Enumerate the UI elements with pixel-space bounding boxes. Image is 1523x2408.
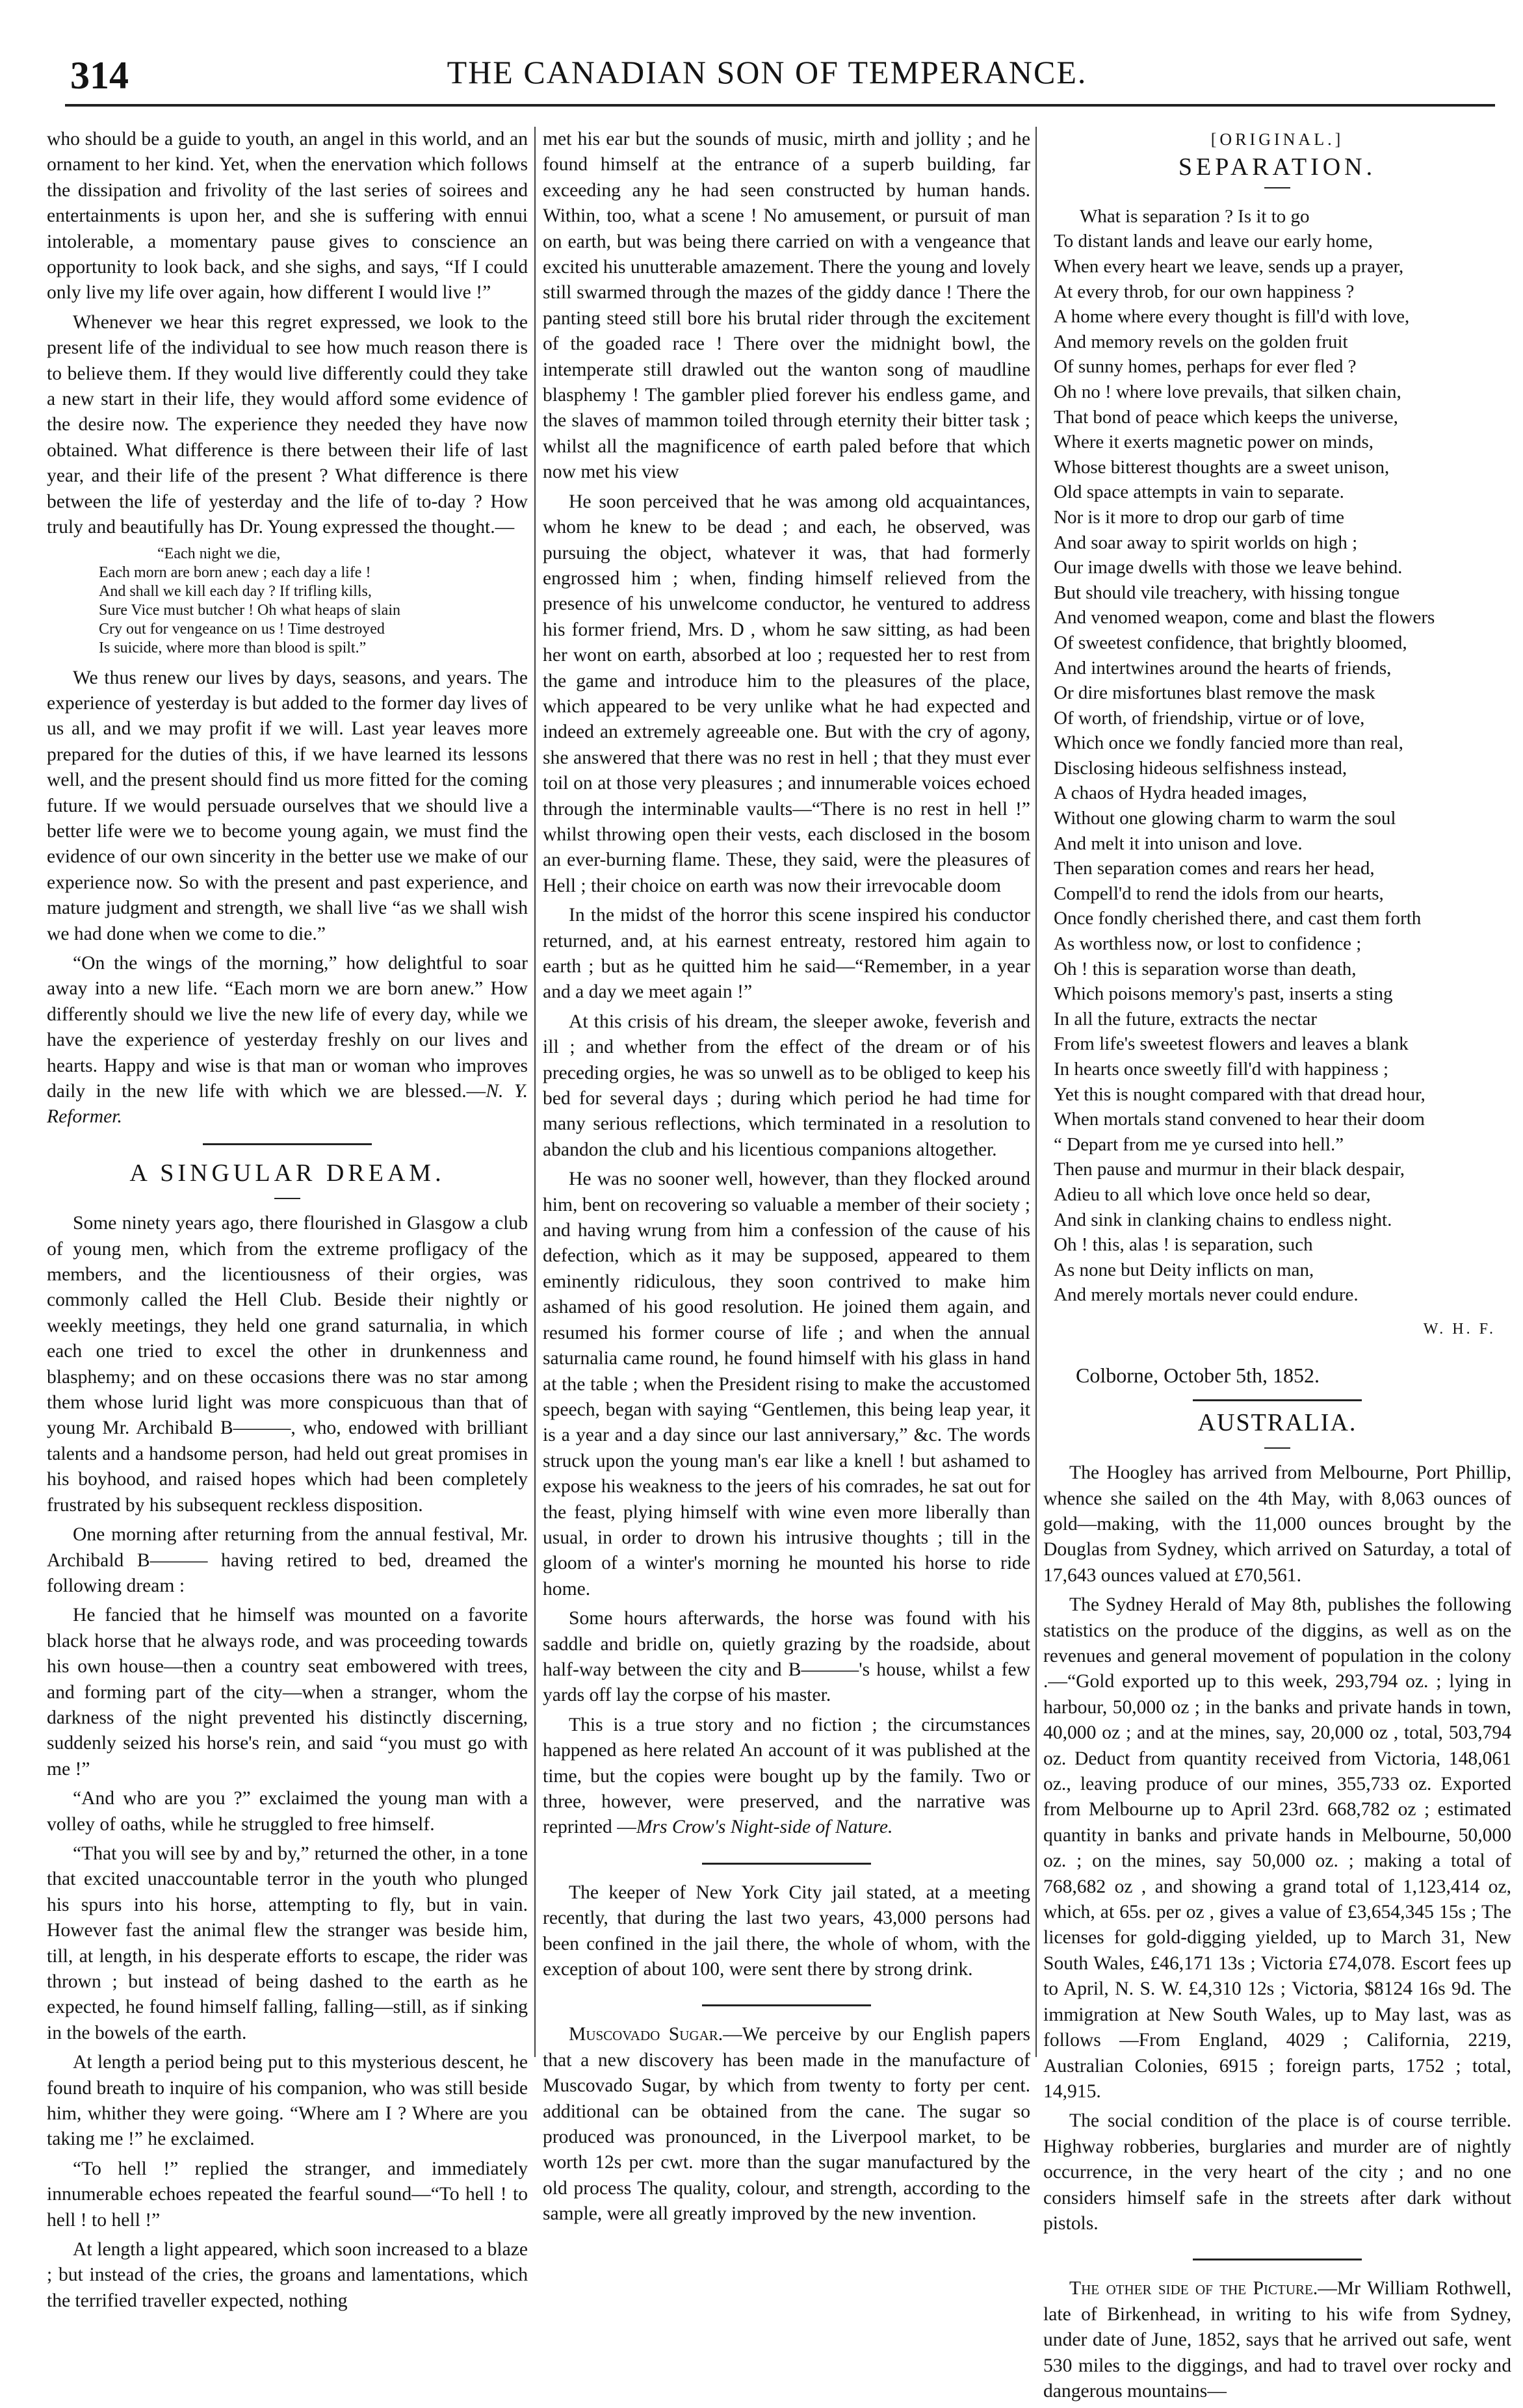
running-title: THE CANADIAN SON OF TEMPERANCE. (447, 54, 1087, 90)
poem-line: Once fondly cherished there, and cast them forth (1054, 908, 1422, 929)
section-rule (702, 2004, 871, 2006)
section-rule (203, 1143, 372, 1145)
section-rule (1193, 2259, 1362, 2260)
article-paragraph: At this crisis of his dream, the sleeper awoke, feverish and ill ; and whether from the effect of the dream or of his preceding orgies, he was so unwell as to be obliged to keep his bed for several days ; during which period he had time for many serious reflections, which terminated in a resolution to abandon the club and his licentious companions altogether. (543, 1011, 1030, 1160)
poem-line: In all the future, extracts the nectar (1054, 1008, 1317, 1029)
article-heading: A SINGULAR DREAM. (129, 1159, 445, 1187)
poem-line: Of worth, of friendship, virtue or of love, (1054, 707, 1365, 729)
poem-line: As worthless now, or lost to confidence ; (1054, 933, 1362, 955)
article-paragraph: Some ninety years ago, there flourished in Glasgow a club of young men, which from the extreme profligacy of the members, and the licentiousness of their orgies, was commonly called the Hell Club. Beside their nightly or weekly meetings, they held one grand saturnalia, in which each one tried to excel the other in drunkenness and blasphemy; and on these occasions there was no star among them whose lurid light was more conspicuous than that of young Mr. Archibald B———, who, endowed with brilliant talents and a handsome person, had held out great promises in his boyhood, and raised hopes which had been completely frustrated by his subsequent reckless disposition. (47, 1213, 528, 1516)
heading-rule (274, 1198, 300, 1199)
poem-line: Yet this is nought compared with that dread hour, (1054, 1083, 1425, 1105)
header-rule (65, 104, 1495, 109)
heading-rule (1264, 187, 1290, 188)
poem-line: Where it exerts magnetic power on minds, (1054, 432, 1374, 453)
quoted-verse (99, 545, 528, 658)
poem (1054, 204, 1511, 1308)
poem-line: When every heart we leave, sends up a prayer, (1054, 256, 1404, 277)
poem-line: Which once we fondly fancied more than real, (1054, 732, 1403, 754)
column-1 (47, 127, 528, 2318)
poem-line: And venomed weapon, come and blast the flowers (1054, 607, 1435, 628)
article-paragraph: At length a period being put to this mysterious descent, he found breath to inquire of his companion, who was still beside him, whither they were going. “Where am I ? Where are you taking me !” he exclaimed. (47, 2052, 528, 2150)
poem-line: Our image dwells with those we leave behind. (1054, 557, 1403, 578)
poem-line: Disclosing hideous selfishness instead, (1054, 757, 1347, 779)
poem-line: Old space attempts in vain to separate. (1054, 482, 1344, 503)
verse-line: Cry out for vengeance on us ! Time destroyed (99, 620, 385, 638)
poem-line: Oh ! this is separation worse than death, (1054, 958, 1357, 979)
verse-line: Is suicide, where more than blood is spilt.” (99, 639, 367, 656)
poem-line: Then separation comes and rears her head, (1054, 858, 1375, 879)
poem-line: At every throb, for our own happiness ? (1054, 281, 1355, 302)
article-paragraph: The Sydney Herald of May 8th, publishes the following statistics on the produce of the diggins, as well as on the revenues and general movement of population in the colony .—“Gold exported up to this week, 293,794 oz. ; lying in harbour, 50,000 oz ; in the banks and private hands in town, 40,000 oz ; and at the mines, say, 20,000 oz , total, 503,794 oz. Deduct from quantity received from Victoria, 148,061 oz., leaving produce of our mines, 355,733 oz. Exported from Melbourne up to April 23rd. 668,782 oz ; estimated quantity in banks and private hands in Melbourne, 50,000 oz. ; on the mines, say 50,000 oz. ; making a total of 768,682 oz , and showing a grand total of 1,123,414 oz, which, at 65s. per oz , gives a value of £3,654,345 15s ; The licenses for gold-digging yielded, up to March 31, New South Wales, £46,171 13s ; Victoria £74,078. Escort fees up to April, N. S. W. £4,310 12s ; Victoria, $8124 16s 9d. The immigration at New South Wales, up to May last, was as follows —From England, 4029 ; California, 2219, Australian Colonies, 6915 ; foreign parts, 1752 ; total, 14,915. (1043, 1594, 1511, 2102)
article-paragraph: The social condition of the place is of course terrible. Highway robberies, burglaries and murder are of nightly occurrence, in the very heart of the city ; and no one considers himself safe in the streets after dark without pistols. (1043, 2110, 1511, 2234)
column-2 (543, 127, 1030, 2231)
column-divider (534, 127, 536, 2057)
poem-line: A home where every thought is fill'd with love, (1054, 306, 1410, 328)
poem-line: Whose bitterest thoughts are a sweet unison, (1054, 456, 1390, 478)
poem-line: And sink in clanking chains to endless night. (1054, 1209, 1392, 1230)
page-number: 314 (70, 54, 129, 97)
poem-attribution: W. H. F. (1423, 1320, 1496, 1338)
poem-line: A chaos of Hydra headed images, (1054, 783, 1307, 804)
article-paragraph: The Hoogley has arrived from Melbourne, Port Phillip, whence she sailed on the 4th May, with 8,063 ounces of gold—making, with the 11,000 ounces brought by the Douglas from Sydney, which arrived on Saturday, a total of 17,643 ounces valued at £70,561. (1043, 1462, 1511, 1586)
heading-rule (1264, 1447, 1290, 1449)
verse-line: “Each night we die, (157, 545, 281, 562)
poem-line: What is separation ? Is it to go (1080, 205, 1310, 227)
dateline: Colborne, October 5th, 1852. (1076, 1364, 1320, 1388)
article-paragraph (543, 1713, 1030, 1841)
original-label: [ORIGINAL.] (1210, 130, 1344, 149)
verse-line: Sure Vice must butcher ! Oh what heaps of slain (99, 601, 401, 619)
verse-line: Each morn are born anew ; each day a life ! (99, 563, 371, 581)
poem-line: Nor is it more to drop our garb of time (1054, 506, 1344, 528)
poem-line: Then pause and murmur in their black despair, (1054, 1159, 1405, 1180)
article-paragraph: He soon perceived that he was among old acquaintances, whom he knew to be dead ; and each, he observed, was pursuing the object, whatever it was, that had formerly engrossed him ; when, finding himself relieved from the presence of his unwelcome conductor, he ventured to address his former friend, Mrs. D , whom he saw sitting, as had been her wont on earth, absorbed at loo ; requested her to rest from the game and introduce him to the pleasures of the place, which appeared to be very unlike what he had expected and indeed an extremely agreeable one. But with the cry of agony, she answered that there was no rest in hell ; that they must ever toil on at those very pleasures ; and innumerable voices echoed through the interminable vaults—“There is no rest in hell !” whilst throwing open their vests, each disclosed in the bosom an ever-burning flame. These, they said, were the pleasures of Hell ; their choice on earth was now their irrevocable doom (543, 491, 1030, 896)
article-paragraph: Whenever we hear this regret expressed, we look to the present life of the individual to see how much reason there is to believe them. If they would live differently could they take a new start in their life, they would afford some evidence of the desire now. The experience they needed they have now obtained. What difference is there between their life of last year, and their life of the present ? What difference is there between the life of yesterday and the life of to-day ? How truly and beautifully has Dr. Young expressed the thought.— (47, 311, 528, 538)
poem-line: As none but Deity inflicts on man, (1054, 1259, 1314, 1280)
poem-line: From life's sweetest flowers and leaves a blank (1054, 1033, 1409, 1055)
source-credit: Mrs Crow's Night-side of Nature. (636, 1817, 893, 1838)
paragraph-text: “On the wings of the morning,” how delightful to soar away into a new life. “Each morn we are born anew.” How differently should we live the new life of every day, while we have the experience of yesterday freshly on our lives and hearts. Happy and wise is that man or woman who improves daily in the new life with which we are blessed.— (47, 952, 528, 1102)
article-paragraph: “To hell !” replied the stranger, and immediately innumerable echoes repeated the fearful sound—“To hell ! to hell ! to hell !” (47, 2158, 528, 2231)
article-paragraph: “And who are you ?” exclaimed the young man with a volley of oaths, while he struggled to free himself. (47, 1788, 528, 1835)
poem-line: Adieu to all which love once held so dear, (1054, 1184, 1371, 1205)
article-paragraph: We thus renew our lives by days, seasons, and years. The experience of yesterday is but added to the former day lives of us all, and we may profit if we will. Last year leaves more prepared for the duties of this, if we have learned its lessons well, and the present should find us more fitted for the coming future. If we would persuade ourselves that we should live a better life were we to become young again, we must find the evidence of our own sincerity in the better use we make of our experience now. So with the present and past experience, and mature judgment and strength, we shall live “as we shall wish we had done when we come to die.” (47, 667, 528, 944)
poem-line: Compell'd to rend the idols from our hearts, (1054, 883, 1384, 904)
poem-line: Oh ! this, alas ! is separation, such (1054, 1234, 1313, 1256)
article-paragraph: He was no sooner well, however, than they flocked around him, bent on recovering so valuable a member of their society ; and having wrung from him a confession of the cause of his defection, which as it may be supposed, appeared to them eminently ridiculous, they soon contrived to make him ashamed of his good resolution. He joined them again, and resumed his former course of life ; and when the annual saturnalia came round, he found himself with his glass in hand at the table ; when the President rising to make the accustomed speech, began with saying “Gentlemen, this being leap year, it is a year and a day since our last anniversary,” &c. The words struck upon the young man's ear like a knell ! but ashamed to expose his weakness to the jeers of his comrades, he sat out for the feast, plying himself with wine even more liberally than usual, in order to drown his intrusive thoughts ; till in the gloom of a winter's morning he mounted his horse to ride home. (543, 1169, 1030, 1599)
section-rule (702, 1863, 871, 1865)
paragraph-text: —Mr William Rothwell, late of Birkenhead, in writing to his wife from Sydney, under date of June, 1852, says that he arrived out safe, went 530 miles to the diggings, and had to travel over rocky and dangerous mountains— (1043, 2278, 1511, 2402)
poem-line: Without one glowing charm to warm the soul (1054, 808, 1396, 829)
source-credit: N. Y. Reformer. (47, 1081, 528, 1128)
poem-line: And melt it into unison and love. (1054, 833, 1303, 854)
poem-line: Which poisons memory's past, inserts a sting (1054, 983, 1393, 1005)
article-paragraph: met his ear but the sounds of music, mirth and jollity ; and he found himself at the entrance of a superb building, far exceeding any he had seen constructed by human hands. Within, too, what a scene ! No amusement, or pursuit of man on earth, but was being there carried on with a vengeance that excited his unutterable amazement. There the young and lovely still swarmed through the mazes of the giddy dance ! There the panting steed still bore his brutal rider through the excitement of the goaded race ! There over the midnight bowl, the intemperate still drawled out the wanton song of maudline blasphemy ! The gambler plied forever his endless game, and the slaves of mammon toiled through eternity their bitter task ; whilst all the magnificence of earth paled before that which now met his view (543, 129, 1030, 483)
poem-line: To distant lands and leave our early home, (1054, 231, 1373, 252)
poem-line: Oh no ! where love prevails, that silken chain, (1054, 381, 1401, 402)
column-divider (1035, 127, 1037, 2057)
poem-line: And merely mortals never could endure. (1054, 1284, 1359, 1306)
article-paragraph: At length a light appeared, which soon increased to a blaze ; but instead of the cries, the groans and lamentations, which the terrified traveller expected, nothing (47, 2239, 528, 2311)
poem-line: And memory revels on the golden fruit (1054, 331, 1348, 352)
section-rule (1193, 1399, 1362, 1401)
verse-line: And shall we kill each day ? If trifling kills, (99, 582, 372, 600)
column-3 (1043, 127, 1511, 2408)
poem-line: Or dire misfortunes blast remove the mask (1054, 682, 1375, 704)
item-lead: Muscovado Sugar. (569, 2024, 723, 2045)
article-paragraph: In the midst of the horror this scene inspired his conductor returned, and, at his earnest entreaty, restored him again to earth ; but as he quitted him he said—“Remember, in a year and a day we meet again !” (543, 905, 1030, 1003)
article-paragraph (543, 2022, 1030, 2227)
article-paragraph: “That you will see by and by,” returned the other, in a tone that excited unaccountable terror in the youth who plunged his spurs into his horse, attempting to fly, but in vain. However fast the animal flew the stranger was beside him, till, at length, in his desperate efforts to escape, the rider was thrown ; but instead of being dashed to the earth as he expected, he found himself falling, falling—still, as if sinking in the bowels of the earth. (47, 1843, 528, 2043)
poem-line: That bond of peace which keeps the universe, (1054, 406, 1398, 428)
article-paragraph (47, 951, 528, 1130)
article-paragraph: Some hours afterwards, the horse was found with his saddle and bridle on, quietly grazing by the roadside, about half-way between the city and B———'s house, whilst a few yards off lay the corpse of his master. (543, 1608, 1030, 1706)
paragraph-text: This is a true story and no fiction ; the circumstances happened as here related An account of it was published at the time, but the copies were bought up by the family. Two or three, however, were preserved, and the narrative was reprinted — (543, 1714, 1030, 1838)
article-paragraph: One morning after returning from the annual festival, Mr. Archibald B——— having retired to bed, dreamed the following dream : (47, 1524, 528, 1596)
poem-line: In hearts once sweetly fill'd with happiness ; (1054, 1059, 1389, 1080)
article-paragraph: He fancied that he himself was mounted on a favorite black horse that he always rode, and was proceeding towards his own house—then a country seat embowered with trees, and forming part of the city—when a stranger, whom the darkness of the night prevented his distinctly discerning, suddenly seized his horse's rein, and said “you must go with me !” (47, 1605, 528, 1780)
poem-line: And soar away to spirit worlds on high ; (1054, 532, 1358, 553)
item-lead: The other side of the Picture. (1069, 2278, 1318, 2299)
paragraph-text: —We perceive by our English papers that a new discovery has been made in the manufacture of Muscovado Sugar, by which from twenty to forty per cent. additional can be obtained from the cane. The sugar so produced was pronounced, in the Liverpool market, to be worth 12s per cwt. more than the sugar manufactured by the old process The quality, colour, and strength, according to the sample, were all greatly improved by the new invention. (543, 2024, 1030, 2225)
article-paragraph: who should be a guide to youth, an angel in this world, and an ornament to her kind. Yet, when the enervation which follows the dissipation and frivolity of the last series of soirees and entertainments is upon her, and she is suffering with ennui intolerable, a momentary pause gives to conscience an opportunity to look back, and she sighs, and says, “If I could only live my life over again, how different I would live !” (47, 129, 528, 304)
poem-line: “ Depart from me ye cursed into hell.” (1054, 1133, 1344, 1155)
poem-line: And intertwines around the hearts of friends, (1054, 657, 1392, 679)
page-header (39, 47, 1495, 118)
poem-line: But should vile treachery, with hissing tongue (1054, 582, 1400, 603)
poem-line: Of sweetest confidence, that brightly bloomed, (1054, 632, 1407, 653)
article-paragraph: The keeper of New York City jail stated, at a meeting recently, that during the last two years, 43,000 persons had been confined in the jail there, the whole of whom, with the exception of about 100, were sent there by strong drink. (543, 1882, 1030, 1980)
poem-line: When mortals stand convened to hear their doom (1054, 1109, 1425, 1130)
poem-line: Of sunny homes, perhaps for ever fled ? (1054, 356, 1357, 378)
article-paragraph (1043, 2276, 1511, 2404)
article-heading: AUSTRALIA. (1197, 1408, 1357, 1436)
poem-title: SEPARATION. (1178, 153, 1377, 181)
